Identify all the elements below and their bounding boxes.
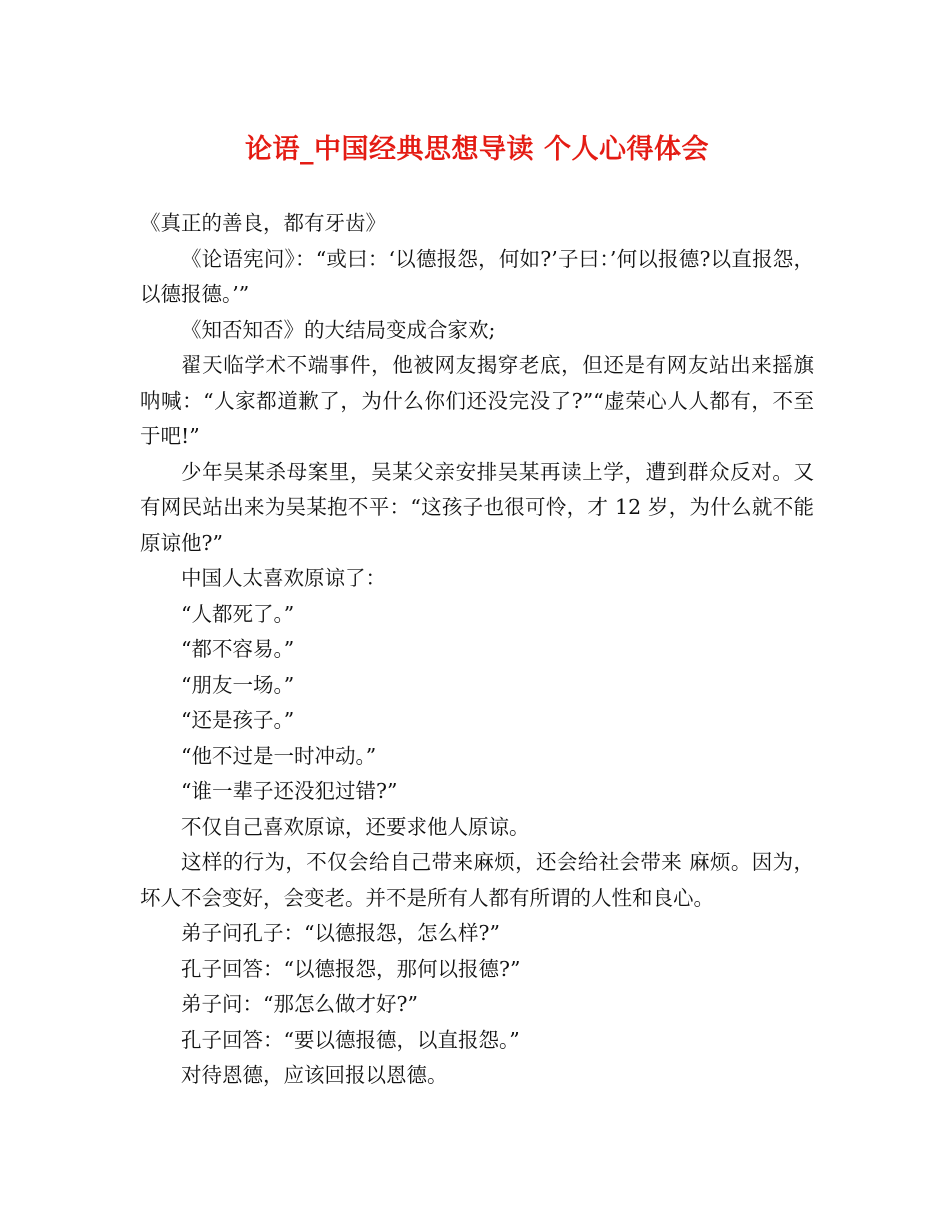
quote-line: “还是孩子。” [181,708,295,732]
quote-line: “他不过是一时冲动。” [181,743,377,768]
paragraph: 《论语宪问》：“或曰：‘以德报怨，何如?’子曰：’何以报德?以直报怨，以德报德。’” [140,246,814,306]
dialogue-line: 孔子回答：“以德报怨，那何以报德?” [181,956,521,981]
essay-title: 《真正的善良，都有牙齿》 [140,211,386,235]
quote-line: “谁一辈子还没犯过错?” [181,779,398,803]
document-body [140,206,814,1094]
paragraph: 少年吴某杀母案里，吴某父亲安排吴某再读上学，遭到群众反对。又有网民站出来为吴某抱不平：“这孩子也很可怜，才 12 岁，为什么就不能原谅他?” [140,459,814,555]
quote-line: “人都死了。” [181,601,295,626]
paragraph: 这样的行为，不仅会给自己带来麻烦，还会给社会带来 麻烦。因为，坏人不会变好，会变老。并不是所有人都有所谓的人性和良心。 [140,850,814,910]
dialogue-line: 孔子回答：“要以德报德，以直报怨。” [181,1027,520,1052]
paragraph: 中国人太喜欢原谅了： [181,566,386,590]
paragraph: 翟天临学术不端事件，他被网友揭穿老底，但还是有网友站出来摇旗呐喊：“人家都道歉了，为什么你们还没完没了?”“虚荣心人人都有，不至于吧!” [140,353,814,448]
paragraph: 对待恩德，应该回报以恩德。 [181,1063,448,1087]
quote-line: “都不容易。” [181,637,295,661]
document-title: 论语_中国经典思想导读 个人心得体会 [245,134,709,165]
quote-line: “朋友一场。” [181,672,295,697]
paragraph: 不仅自己喜欢原谅，还要求他人原谅。 [181,814,530,839]
paragraph: 《知否知否》的大结局变成合家欢; [181,317,496,342]
dialogue-line: 弟子问孔子：“以德报怨，怎么样?” [181,921,500,945]
dialogue-line: 弟子问：“那怎么做才好?” [181,992,418,1016]
